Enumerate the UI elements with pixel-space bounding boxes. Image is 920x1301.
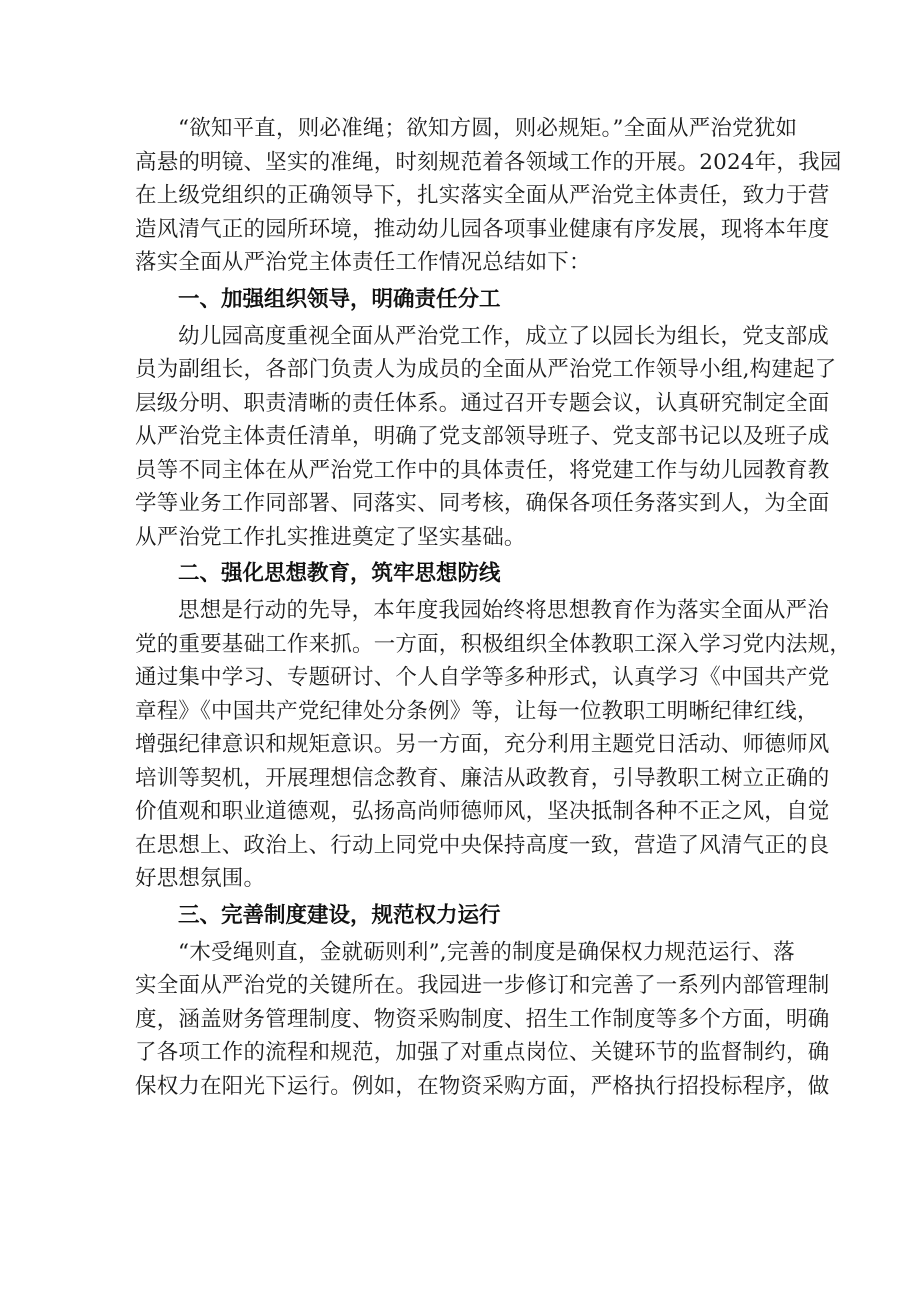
paragraph-line: 好思想氛围。 xyxy=(135,866,266,891)
paragraph-line: 员等不同主体在从严治党工作中的具体责任，将党建工作与幼儿园教育教 xyxy=(135,457,830,483)
section-1-paragraph xyxy=(135,320,837,555)
section-heading-2: 二、强化思想教育，筑牢思想防线 xyxy=(178,561,501,586)
paragraph-line: 学等业务工作同部署、同落实、同考核，确保各项任务落实到人，为全面 xyxy=(135,491,830,516)
paragraph-line: 通过集中学习、专题研讨、个人自学等多种形式，认真学习《中国共产党 xyxy=(135,665,830,690)
paragraph-line: 价值观和职业道德观，弘扬高尚师德师风，坚决抵制各种不正之风，自觉 xyxy=(135,799,830,824)
paragraph-line: 在思想上、政治上、行动上同党中央保持高度一致，营造了风清气正的良 xyxy=(135,832,830,858)
intro-paragraph xyxy=(135,112,842,280)
paragraph-line: 高悬的明镜、坚实的准绳，时刻规范着各领域工作的开展。2024年，我园 xyxy=(135,149,842,175)
paragraph-line: “欲知平直，则必准绳；欲知方圆，则必规矩。”全面从严治党犹如 xyxy=(178,116,798,141)
document-page xyxy=(135,112,852,1103)
paragraph-line: 层级分明、职责清晰的责任体系。通过召开专题会议，认真研究制定全面 xyxy=(135,390,830,416)
paragraph-line: 章程》《中国共产党纪律处分条例》等，让每一位教职工明晰纪律红线， xyxy=(135,698,819,724)
paragraph-line: 思想是行动的先导，本年度我园始终将思想教育作为落实全面从严治 xyxy=(178,598,830,623)
section-3-paragraph xyxy=(135,936,830,1104)
paragraph-line: 了各项工作的流程和规范，加强了对重点岗位、关键环节的监督制约，确 xyxy=(135,1040,830,1065)
paragraph-line: 幼儿园高度重视全面从严治党工作，成立了以园长为组长，党支部成 xyxy=(178,323,830,349)
paragraph-line: 实全面从严治党的关键所在。我园进一步修订和完善了一系列内部管理制 xyxy=(135,973,830,998)
paragraph-line: 在上级党组织的正确领导下，扎实落实全面从严治党主体责任，致力于营 xyxy=(135,183,830,208)
section-heading-1: 一、加强组织领导，明确责任分工 xyxy=(178,286,501,312)
paragraph-line: “木受绳则直，金就砺则利”,完善的制度是确保权力规范运行、落 xyxy=(178,939,795,965)
paragraph-line: 从严治党主体责任清单，明确了党支部领导班子、党支部书记以及班子成 xyxy=(135,424,830,449)
section-heading-3: 三、完善制度建设，规范权力运行 xyxy=(178,902,501,928)
paragraph-line: 落实全面从严治党主体责任工作情况总结如下： xyxy=(135,250,591,275)
section-2-paragraph xyxy=(135,594,852,896)
paragraph-line: 造风清气正的园所环境，推动幼儿园各项事业健康有序发展，现将本年度 xyxy=(135,216,830,242)
paragraph-line: 增强纪律意识和规矩意识。另一方面，充分利用主题党日活动、师德师风 xyxy=(135,732,830,757)
paragraph-line: 保权力在阳光下运行。例如，在物资采购方面，严格执行招投标程序，做 xyxy=(135,1073,830,1099)
paragraph-line: 员为副组长，各部门负责人为成员的全面从严治党工作领导小组,构建起了 xyxy=(135,357,837,382)
paragraph-line: 从严治党工作扎实推进奠定了坚实基础。 xyxy=(135,524,526,550)
paragraph-line: 党的重要基础工作来抓。一方面，积极组织全体教职工深入学习党内法规， xyxy=(135,631,852,657)
paragraph-line: 培训等契机，开展理想信念教育、廉洁从政教育，引导教职工树立正确的 xyxy=(135,765,830,791)
paragraph-line: 度，涵盖财务管理制度、物资采购制度、招生工作制度等多个方面，明确 xyxy=(135,1006,830,1032)
